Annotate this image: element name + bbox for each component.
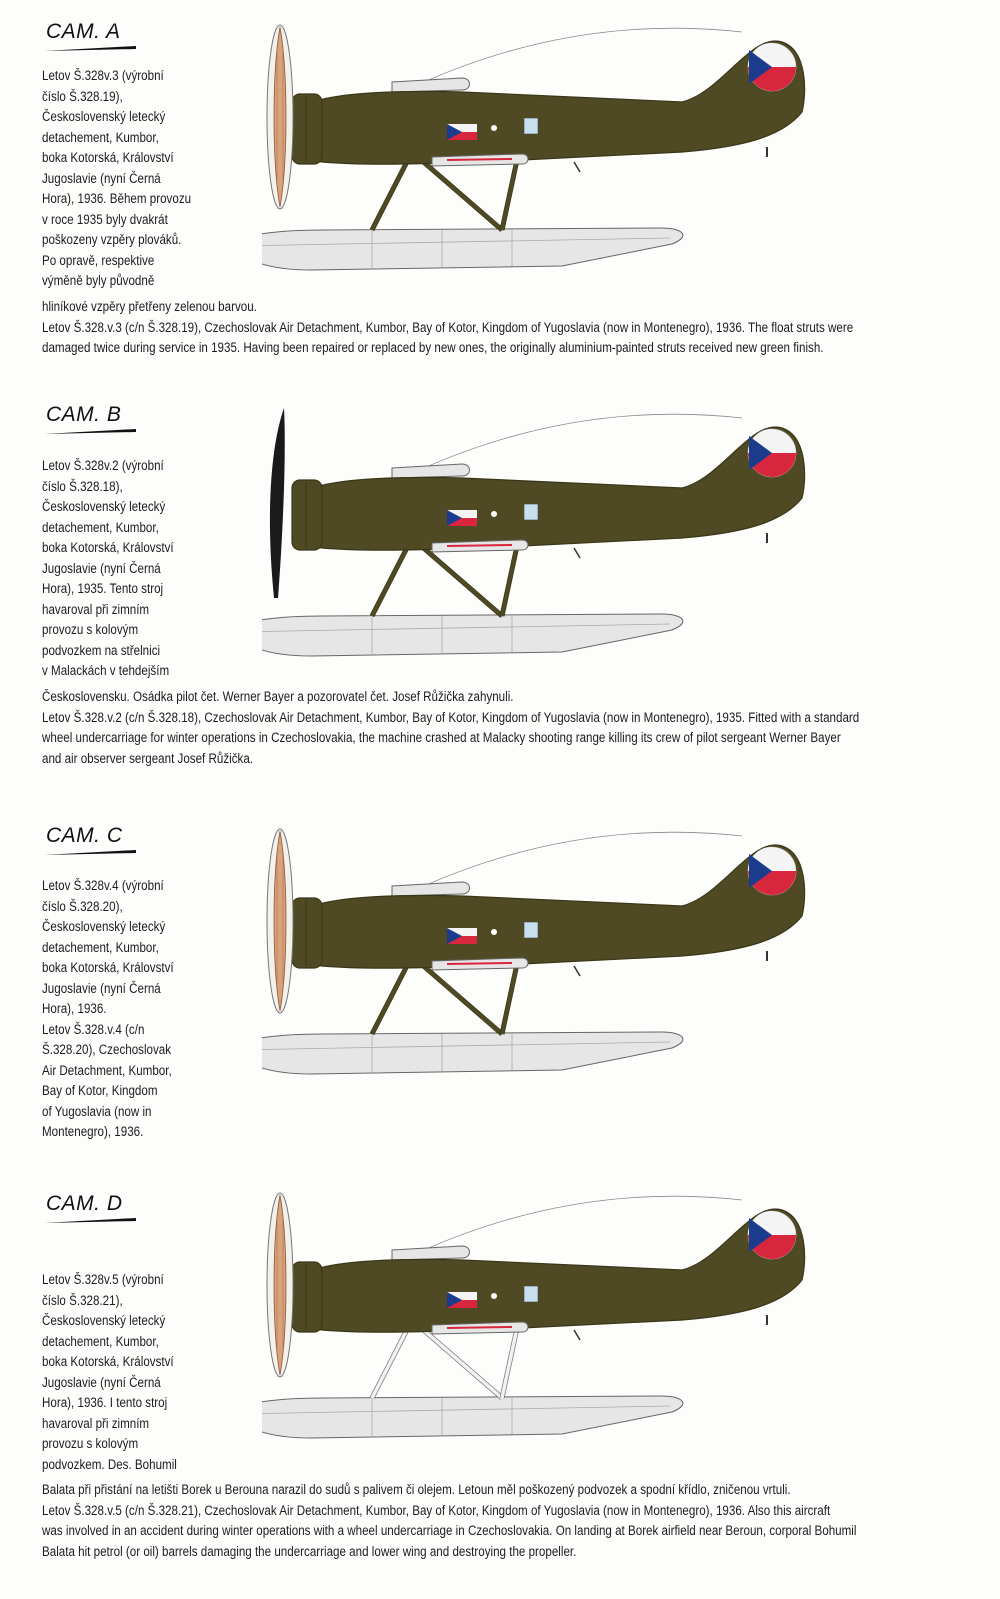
text-line: Letov Š.328v.3 (výrobní bbox=[42, 68, 164, 83]
text-line: Montenegro), 1936. bbox=[42, 1124, 144, 1139]
fuselage bbox=[302, 427, 805, 550]
fuselage bbox=[302, 41, 805, 164]
full-description bbox=[42, 687, 859, 769]
propeller bbox=[267, 829, 293, 1013]
text-line: Československý letecký bbox=[42, 919, 166, 934]
float bbox=[262, 228, 683, 270]
cabin-window bbox=[524, 1286, 538, 1302]
text-line: detachement, Kumbor, bbox=[42, 519, 159, 535]
text-line: Jugoslavie (nyní Černá bbox=[42, 980, 161, 996]
upper-wing bbox=[392, 882, 470, 896]
float bbox=[262, 1396, 683, 1438]
aircraft-profile bbox=[262, 826, 822, 1106]
text-line: havaroval při zimním bbox=[42, 1415, 150, 1431]
engine-cowling bbox=[292, 1262, 322, 1332]
text-line: Letov Š.328v.4 (výrobní bbox=[42, 878, 164, 893]
text-line: v roce 1935 byly dvakrát bbox=[42, 211, 168, 227]
upper-wing bbox=[392, 78, 470, 92]
propeller bbox=[267, 25, 293, 209]
czech-description bbox=[42, 876, 214, 1143]
engine-cowling bbox=[292, 480, 322, 550]
fuselage bbox=[302, 845, 805, 968]
text-line: Letov Š.328.v.2 (c/n Š.328.18), Czechoslovak Air Detachment, Kumbor, Bay of Kotor, Kingdom of Yugoslavia (now in Montenegro), 1935. Fitted with a standard bbox=[42, 709, 860, 725]
text-line: Hora), 1936. Během provozu bbox=[42, 191, 192, 206]
text-line: Letov Š.328.v.5 (c/n Š.328.21), Czechoslovak Air Detachment, Kumbor, Bay of Kotor, Kingdom of Yugoslavia (now in Montenegro), 1936. Also this aircraft bbox=[42, 1502, 831, 1518]
text-line: provozu s kolovým bbox=[42, 622, 139, 637]
upper-wing bbox=[392, 1246, 470, 1260]
engine-cowling bbox=[292, 94, 322, 164]
fuselage bbox=[302, 1209, 805, 1332]
text-line: Hora), 1936. bbox=[42, 1001, 107, 1016]
tail-roundel bbox=[748, 429, 796, 477]
text-line: číslo Š.328.18), bbox=[42, 478, 123, 494]
full-description bbox=[42, 297, 853, 359]
title-underline bbox=[44, 46, 136, 50]
czech-flag-marking bbox=[447, 928, 477, 944]
text-line: číslo Š.328.19), bbox=[42, 88, 123, 104]
tail-roundel bbox=[748, 847, 796, 895]
text-line: Balata hit petrol (or oil) barrels damaging the undercarriage and lower wing and destroying the propeller. bbox=[42, 1543, 577, 1559]
text-line: detachement, Kumbor, bbox=[42, 939, 159, 955]
text-line: číslo Š.328.20), bbox=[42, 898, 123, 914]
text-line: Jugoslavie (nyní Černá bbox=[42, 560, 161, 576]
full-description bbox=[42, 1480, 856, 1562]
czech-flag-marking bbox=[447, 510, 477, 526]
text-line: Balata při přistání na letišti Borek u Berouna narazil do sudů s palivem či olejem. Letoun měl poškozený podvozek a spodní křídlo, zničenou vrtuli. bbox=[42, 1482, 791, 1497]
propeller bbox=[267, 1193, 293, 1377]
text-line: provozu s kolovým bbox=[42, 1436, 139, 1451]
czech-description bbox=[42, 1270, 214, 1475]
text-line: výměně byly původně bbox=[42, 273, 155, 288]
text-line: podvozkem na střelnici bbox=[42, 642, 161, 658]
title-underline bbox=[44, 429, 136, 433]
aircraft-profile bbox=[262, 22, 822, 302]
text-line: Air Detachment, Kumbor, bbox=[42, 1062, 172, 1078]
title-underline bbox=[44, 850, 136, 854]
aircraft-profile bbox=[262, 408, 822, 688]
text-line: Letov Š.328.v.4 (c/n bbox=[42, 1021, 145, 1037]
text-line: v Malackách v tehdejším bbox=[42, 663, 170, 678]
text-line: hliníkové vzpěry přetřeny zelenou barvou. bbox=[42, 299, 257, 314]
czech-description bbox=[42, 66, 214, 292]
text-line: podvozkem. Des. Bohumil bbox=[42, 1456, 177, 1472]
cabin-window bbox=[524, 922, 538, 938]
text-line: boka Kotorská, Království bbox=[42, 150, 174, 165]
text-line: was involved in an accident during winter operations with a wheel undercarriage in Czechoslovakia. On landing at Borek airfield near Beroun, corporal Bohumil bbox=[42, 1523, 857, 1538]
text-line: Bay of Kotor, Kingdom bbox=[42, 1083, 158, 1098]
text-line: Letov Š.328.v.3 (c/n Š.328.19), Czechoslovak Air Detachment, Kumbor, Bay of Kotor, Kingdom of Yugoslavia (now in Montenegro), 1936. The float struts were bbox=[42, 319, 854, 335]
aircraft-profile bbox=[262, 1190, 822, 1470]
text-line: wheel undercarriage for winter operations in Czechoslovakia, the machine crashed at Malacky shooting range killing its crew of pilot sergeant Werner Bayer bbox=[42, 730, 841, 745]
text-line: číslo Š.328.21), bbox=[42, 1292, 123, 1308]
text-line: Letov Š.328v.2 (výrobní bbox=[42, 458, 164, 473]
text-line: Hora), 1935. Tento stroj bbox=[42, 581, 164, 596]
cam-title: CAM. A bbox=[46, 20, 121, 43]
cam-title: CAM. B bbox=[46, 403, 122, 426]
tail-roundel bbox=[748, 43, 796, 91]
czech-flag-marking bbox=[447, 1292, 477, 1308]
text-line: Československý letecký bbox=[42, 109, 166, 124]
text-line: boka Kotorská, Království bbox=[42, 1354, 174, 1369]
text-line: Československý letecký bbox=[42, 499, 166, 514]
text-line: Jugoslavie (nyní Černá bbox=[42, 1374, 161, 1390]
text-line: damaged twice during service in 1935. Having been repaired or replaced by new ones, the originally aluminium-painted struts received new green finish. bbox=[42, 340, 824, 355]
czech-description bbox=[42, 456, 214, 682]
text-line: Letov Š.328v.5 (výrobní bbox=[42, 1272, 164, 1287]
float bbox=[262, 614, 683, 656]
text-line: boka Kotorská, Království bbox=[42, 540, 174, 555]
czech-flag-marking bbox=[447, 124, 477, 140]
cam-title: CAM. C bbox=[46, 824, 123, 847]
text-line: Jugoslavie (nyní Černá bbox=[42, 170, 161, 186]
text-line: Československu. Osádka pilot čet. Werner Bayer a pozorovatel čet. Josef Růžička zahynuli. bbox=[42, 689, 514, 704]
text-line: havaroval při zimním bbox=[42, 601, 150, 617]
tail-roundel bbox=[748, 1211, 796, 1259]
text-line: Československý letecký bbox=[42, 1313, 166, 1328]
cam-title: CAM. D bbox=[46, 1192, 123, 1215]
text-line: of Yugoslavia (now in bbox=[42, 1103, 152, 1119]
float bbox=[262, 1032, 683, 1074]
text-line: poškozeny vzpěry plováků. bbox=[42, 232, 182, 247]
cabin-window bbox=[524, 504, 538, 520]
cabin-window bbox=[524, 118, 538, 134]
text-line: detachement, Kumbor, bbox=[42, 129, 159, 145]
upper-wing bbox=[392, 464, 470, 478]
text-line: Š.328.20), Czechoslovak bbox=[42, 1042, 172, 1057]
text-line: boka Kotorská, Království bbox=[42, 960, 174, 975]
text-line: detachement, Kumbor, bbox=[42, 1333, 159, 1349]
text-line: Po opravě, respektive bbox=[42, 252, 155, 268]
engine-cowling bbox=[292, 898, 322, 968]
text-line: Hora), 1936. I tento stroj bbox=[42, 1395, 168, 1410]
propeller bbox=[270, 408, 285, 598]
text-line: and air observer sergeant Josef Růžička. bbox=[42, 750, 254, 766]
title-underline bbox=[44, 1218, 136, 1222]
